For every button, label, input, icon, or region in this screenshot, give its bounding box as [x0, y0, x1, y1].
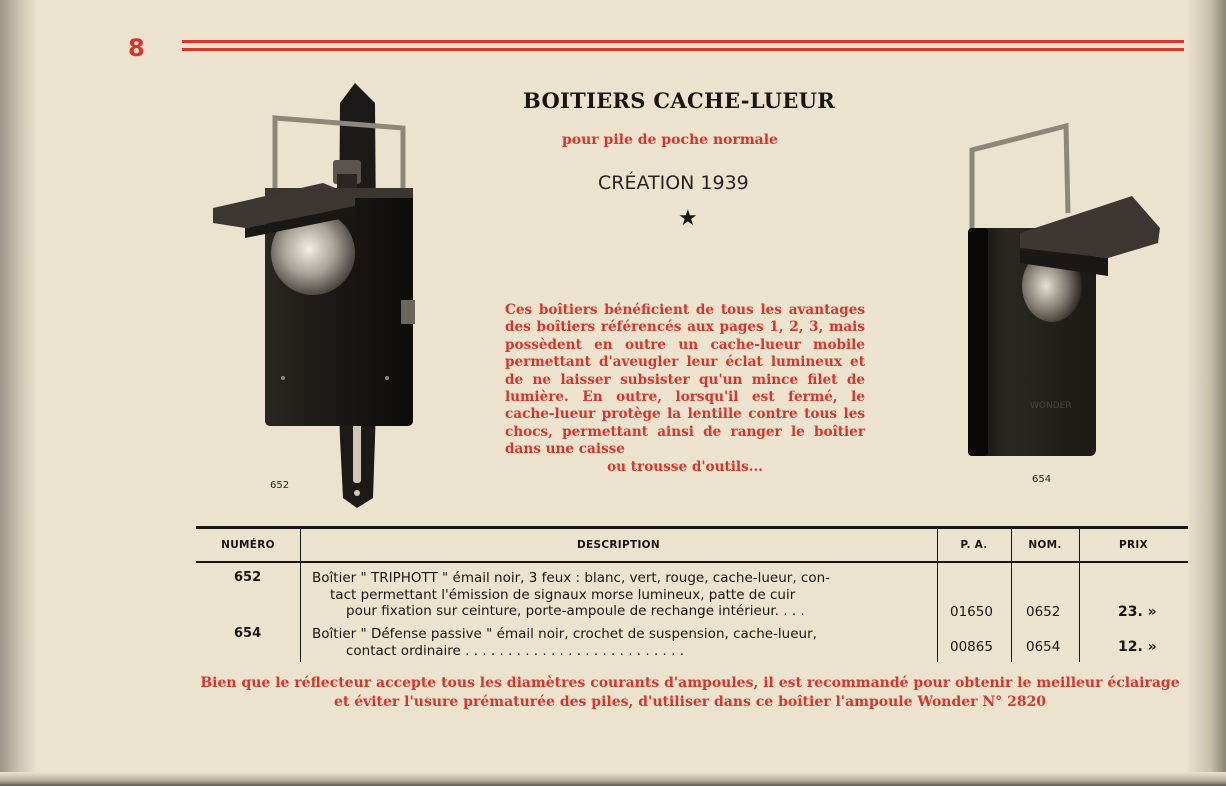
- row-654-numero: 654: [234, 626, 262, 641]
- col-header-description: DESCRIPTION: [577, 539, 660, 551]
- page-subtitle: pour pile de poche normale: [562, 132, 778, 148]
- footer-note: [160, 674, 1220, 712]
- row-652-desc-line1: Boîtier " TRIPHOTT " émail noir, 3 feux : blanc, vert, rouge, cache-lueur, con-: [312, 570, 831, 586]
- footer-note-line1: Bien que le réflecteur accepte tous les diamètres courants d'ampoules, il est recommandé pour obtenir le meilleur éclairage: [200, 675, 1180, 691]
- row-654-prix: 12. »: [1118, 639, 1157, 655]
- page-title: BOITIERS CACHE-LUEUR: [523, 88, 836, 113]
- footer-note-line2: et éviter l'usure prématurée des piles, d'utiliser dans ce boîtier l'ampoule Wonder N° 2820: [333, 694, 1047, 710]
- col-header-numero: NUMÉRO: [221, 539, 275, 551]
- row-654-pa: 00865: [950, 639, 993, 655]
- figure-label-652: 652: [270, 480, 290, 491]
- row-652-numero: 652: [234, 570, 262, 585]
- header-rule-top: [182, 40, 1184, 43]
- row-652-description: [312, 570, 934, 620]
- row-652-nom: 0652: [1026, 604, 1061, 620]
- page-edge-left: [0, 0, 38, 786]
- row-654-desc-line1: Boîtier " Défense passive " émail noir, crochet de suspension, cache-lueur,: [312, 626, 817, 642]
- table-header-rule: [196, 561, 1188, 563]
- row-652-prix: 23. »: [1118, 604, 1157, 620]
- row-654-description: [312, 626, 934, 659]
- description-paragraph-end: ou trousse d'outils...: [607, 458, 763, 475]
- col-header-pa: P. A.: [960, 539, 988, 551]
- header-rule-bottom: [182, 48, 1184, 51]
- row-652-desc-line2: tact permettant l'émission de signaux morse lumineux, patte de cuir: [330, 586, 796, 603]
- row-654-nom: 0654: [1026, 639, 1061, 655]
- figure-label-654: 654: [1032, 474, 1052, 485]
- lantern-654-illustration: [960, 118, 1170, 463]
- description-paragraph-main: Ces boîtiers bénéficient de tous les avantages des boîtiers référencés aux pages 1, 2, 3, mais possèdent en outre un cache-lueur mobile permettant d'aveugler leur éclat lumineux et de ne laisser subsister qu'un mince filet de lumière. En outre, lorsqu'il est fermé, le cache-lueur protège la lentille contre tous les chocs, permettant ainsi de ranger le boîtier dans une caisse: [505, 302, 865, 458]
- col-header-nom: NOM.: [1028, 539, 1062, 551]
- row-652-desc-line3: pour fixation sur ceinture, porte-ampoule de rechange intérieur. . . .: [346, 603, 805, 619]
- table-top-rule: [196, 526, 1188, 529]
- page-edge-right: [1186, 0, 1226, 786]
- case-brand-text: WONDER: [1030, 401, 1072, 411]
- page-edge-bottom: [0, 772, 1226, 786]
- price-table: [196, 526, 1188, 664]
- col-header-prix: PRIX: [1119, 539, 1148, 551]
- page-number: 8: [128, 34, 145, 62]
- star-ornament: ★: [678, 206, 698, 231]
- row-654-desc-line2: contact ordinaire . . . . . . . . . . . . . . . . . . . . . . . . . .: [346, 642, 684, 659]
- row-652-pa: 01650: [950, 604, 993, 620]
- description-paragraph: [505, 302, 865, 476]
- creation-year: CRÉATION 1939: [598, 172, 749, 194]
- lantern-652-illustration: [205, 78, 425, 512]
